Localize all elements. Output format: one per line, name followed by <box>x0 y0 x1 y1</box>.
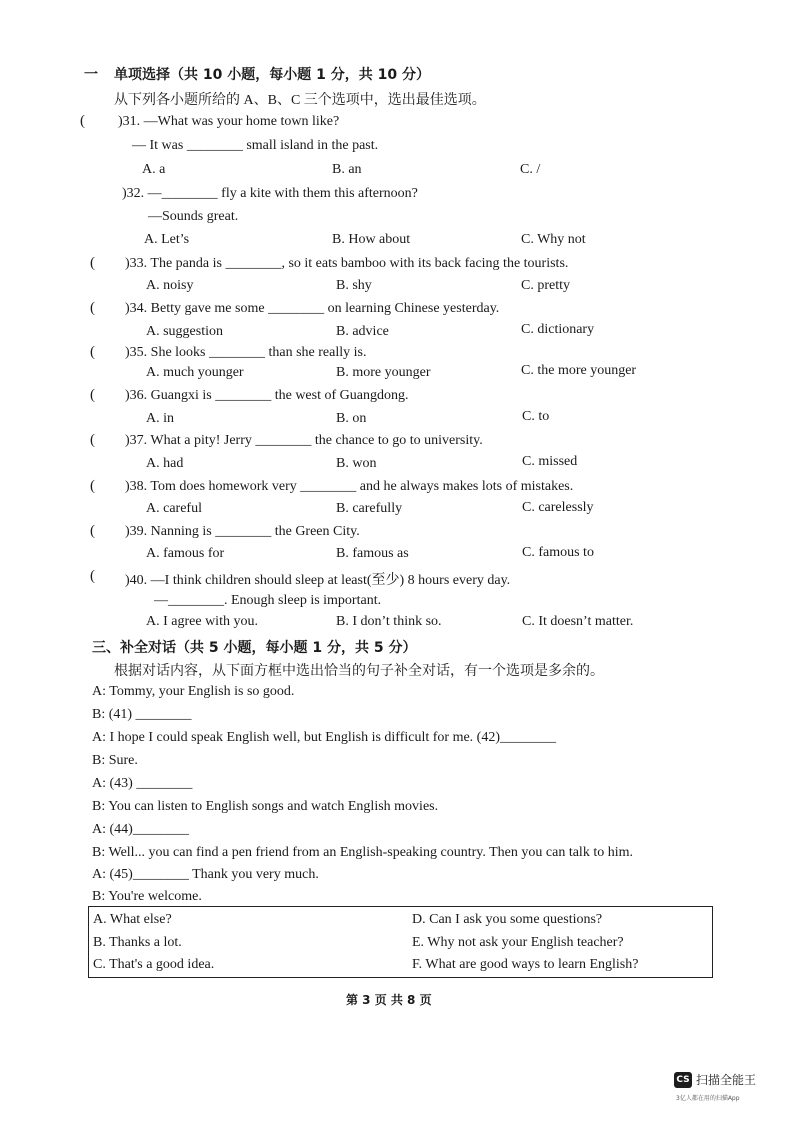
answer-paren[interactable]: ( <box>90 432 95 448</box>
box-option-f: F. What are good ways to learn English? <box>412 957 639 972</box>
option-b[interactable]: B. on <box>336 411 367 426</box>
option-a[interactable]: A. I agree with you. <box>146 614 258 629</box>
option-a[interactable]: A. Let’s <box>144 232 190 247</box>
option-b[interactable]: B. famous as <box>336 546 409 561</box>
question-stem: )35. She looks ________ than she really is. <box>125 345 367 360</box>
option-a[interactable]: A. had <box>146 456 184 471</box>
question-stem: )39. Nanning is ________ the Green City. <box>125 524 360 539</box>
question-line2: —________. Enough sleep is important. <box>154 593 382 608</box>
section1-title: 单项选择（共 10 小题，每小题 1 分，共 10 分） <box>114 67 430 83</box>
option-b[interactable]: B. an <box>332 162 362 177</box>
answer-paren[interactable]: ( <box>90 523 95 539</box>
dialog-line[interactable]: A: (43) ________ <box>92 776 193 791</box>
option-a[interactable]: A. much younger <box>146 365 244 380</box>
question-stem: )31. —What was your home town like? <box>118 114 340 129</box>
answer-paren[interactable]: ( <box>90 478 95 494</box>
page-number: 第 3 页 共 8 页 <box>346 993 432 1007</box>
camscanner-logo-icon: CS <box>674 1072 692 1088</box>
answer-paren[interactable]: ( <box>80 113 85 129</box>
option-a[interactable]: A. careful <box>146 501 202 516</box>
option-c[interactable]: C. missed <box>522 454 578 469</box>
question-stem: )33. The panda is ________, so it eats bamboo with its back facing the tourists. <box>125 256 569 271</box>
option-c[interactable]: C. dictionary <box>521 322 595 337</box>
option-c[interactable]: C. It doesn’t matter. <box>522 614 634 629</box>
section-marker: 一 <box>84 67 98 83</box>
box-option-a: A. What else? <box>93 912 172 927</box>
box-option-b: B. Thanks a lot. <box>93 935 182 950</box>
question-stem: )32. —________ fly a kite with them this afternoon? <box>122 186 418 201</box>
question-stem: )36. Guangxi is ________ the west of Guangdong. <box>125 388 409 403</box>
question-line2: —Sounds great. <box>148 209 239 224</box>
question-stem: )40. —I think children should sleep at least(至少) 8 hours every day. <box>125 573 511 588</box>
question-line2: — It was ________ small island in the past. <box>132 138 379 153</box>
box-option-d: D. Can I ask you some questions? <box>412 912 603 927</box>
option-c[interactable]: C. to <box>522 409 550 424</box>
answer-paren[interactable]: ( <box>90 568 95 584</box>
section3-title: 三、补全对话（共 5 小题，每小题 1 分，共 5 分） <box>92 640 417 656</box>
option-c[interactable]: C. famous to <box>522 545 594 560</box>
dialog-line[interactable]: B: (41) ________ <box>92 707 192 722</box>
box-option-e: E. Why not ask your English teacher? <box>412 935 624 950</box>
dialog-line: B: You're welcome. <box>92 889 202 904</box>
question-stem: )37. What a pity! Jerry ________ the chance to go to university. <box>125 433 483 448</box>
option-c[interactable]: C. / <box>520 162 541 177</box>
option-b[interactable]: B. I don’t think so. <box>336 614 442 629</box>
option-c[interactable]: C. pretty <box>521 278 570 293</box>
answer-paren[interactable]: ( <box>90 255 95 271</box>
option-b[interactable]: B. How about <box>332 232 411 247</box>
option-b[interactable]: B. advice <box>336 324 389 339</box>
dialog-line: B: You can listen to English songs and watch English movies. <box>92 799 439 814</box>
box-option-c: C. That's a good idea. <box>93 957 215 972</box>
dialog-line: A: Tommy, your English is so good. <box>92 684 295 699</box>
section3-instruction: 根据对话内容，从下面方框中选出恰当的句子补全对话，有一个选项是多余的。 <box>114 664 604 679</box>
question-stem: )34. Betty gave me some ________ on learning Chinese yesterday. <box>125 301 500 316</box>
scanner-tagline: 3亿人都在用的扫描App <box>676 1095 740 1102</box>
dialog-line[interactable]: A: (44)________ <box>92 822 189 837</box>
option-b[interactable]: B. shy <box>336 278 372 293</box>
option-a[interactable]: A. a <box>142 162 166 177</box>
option-a[interactable]: A. suggestion <box>146 324 223 339</box>
dialog-line[interactable]: A: (45)________ Thank you very much. <box>92 867 319 882</box>
option-c[interactable]: C. carelessly <box>522 500 594 515</box>
option-c[interactable]: C. the more younger <box>521 363 637 378</box>
scanner-app-name: 扫描全能王 <box>696 1073 757 1087</box>
option-a[interactable]: A. famous for <box>146 546 225 561</box>
dialog-line: B: Well... you can find a pen friend from an English-speaking country. Then you can talk to him. <box>92 845 633 860</box>
option-a[interactable]: A. noisy <box>146 278 194 293</box>
section1-instruction: 从下列各小题所给的 A、B、C 三个选项中，选出最佳选项。 <box>114 93 486 108</box>
answer-paren[interactable]: ( <box>90 387 95 403</box>
option-b[interactable]: B. carefully <box>336 501 403 516</box>
option-b[interactable]: B. won <box>336 456 377 471</box>
option-a[interactable]: A. in <box>146 411 174 426</box>
option-b[interactable]: B. more younger <box>336 365 431 380</box>
option-c[interactable]: C. Why not <box>521 232 586 247</box>
dialog-line: B: Sure. <box>92 753 138 768</box>
answer-paren[interactable]: ( <box>90 344 95 360</box>
dialog-line[interactable]: A: I hope I could speak English well, but English is difficult for me. (42)________ <box>92 730 557 745</box>
answer-paren[interactable]: ( <box>90 300 95 316</box>
question-stem: )38. Tom does homework very ________ and he always makes lots of mistakes. <box>125 479 574 494</box>
